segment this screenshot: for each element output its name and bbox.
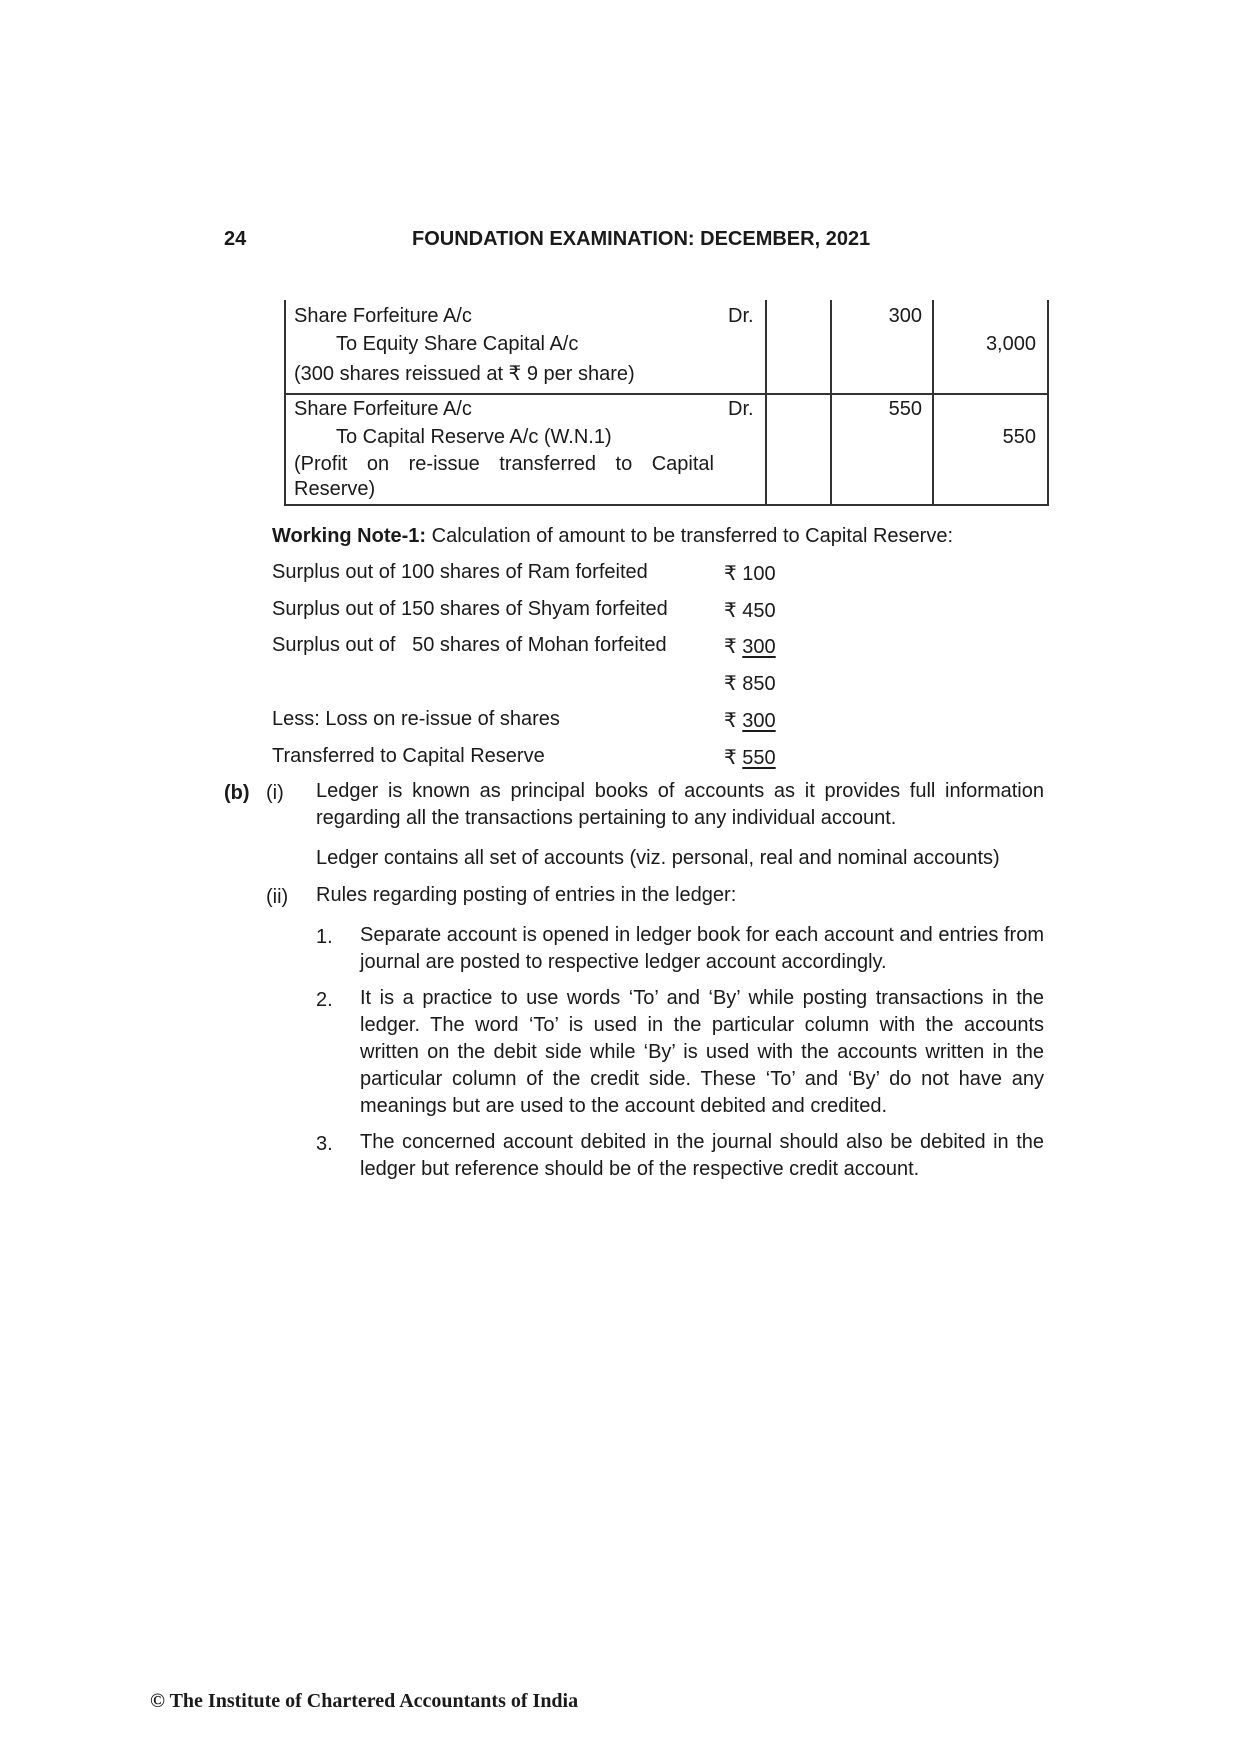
part-b-ii-intro: Rules regarding posting of entries in the ledger: (316, 884, 737, 906)
footer-copyright: © The Institute of Chartered Accountants of India (150, 1690, 579, 1712)
part-b-label: (b) (224, 782, 250, 804)
entry-2-dr-label: Dr. (728, 398, 754, 420)
table-divider-debit (830, 300, 832, 506)
entry-1-debit-amount: 300 (888, 305, 922, 327)
entry-2-narration-line-2: Reserve) (294, 478, 376, 500)
page-header: FOUNDATION EXAMINATION: DECEMBER, 2021 (412, 228, 871, 250)
wn-row-label: Surplus out of 150 shares of Shyam forfeited (272, 598, 668, 620)
entry-2-credit-amount: 550 (1002, 426, 1036, 448)
working-note-title (272, 525, 953, 548)
wn-row-label: Surplus out of 100 shares of Ram forfeited (272, 561, 648, 583)
entry-separator (284, 393, 1048, 395)
rule-text: Separate account is opened in ledger book for each account and entries from journal are posted to respective ledger account accordingly. (360, 924, 1044, 973)
working-note-heading-text: Calculation of amount to be transferred to Capital Reserve: (426, 525, 954, 547)
part-b-i-label: (i) (266, 782, 284, 804)
entry-2-narration-line-1: (Profit on re-issue transferred to Capital (294, 453, 714, 475)
table-border-right (1047, 300, 1049, 506)
wn-row-amount (724, 708, 776, 733)
wn-row-label: Transferred to Capital Reserve (272, 745, 545, 767)
entry-2-debit-amount: 550 (888, 398, 922, 420)
table-divider-credit (932, 300, 934, 506)
entry-1-debit-account: Share Forfeiture A/c (294, 305, 472, 327)
table-divider-lf (765, 300, 767, 506)
amount-value: 550 (742, 747, 776, 769)
entry-1-dr-label: Dr. (728, 305, 754, 327)
wn-row-amount (724, 561, 776, 586)
part-b-i-paragraph-2: Ledger contains all set of accounts (viz. personal, real and nominal accounts) (316, 847, 1000, 869)
wn-row-amount (724, 745, 776, 770)
entry-1-narration: (300 shares reissued at ₹ 9 per share) (294, 363, 635, 385)
page-number: 24 (224, 228, 247, 250)
journal-table (284, 300, 1048, 506)
wn-row-amount (724, 598, 776, 623)
wn-subtotal-amount (724, 671, 776, 696)
rule-text: It is a practice to use words ‘To’ and ‘By’ while posting transactions in the ledger. The word ‘To’ is used in the particular column with the accounts written on the debit side while ‘By’ is used with the accounts written in the particular column of the credit side. These ‘To’ and ‘By’ do not have any meanings but are used to the account debited and credited. (360, 987, 1044, 1117)
working-note-heading: Working Note-1: (272, 525, 427, 547)
entry-1-credit-amount: 3,000 (985, 333, 1036, 355)
rupee-symbol: ₹ (724, 636, 737, 658)
rupee-symbol: ₹ (724, 563, 737, 585)
wn-row-label: Surplus out of 50 shares of Mohan forfeited (272, 634, 667, 656)
amount-value: 850 (742, 673, 776, 695)
rule-text: The concerned account debited in the journal should also be debited in the ledger but reference should be of the respective credit account. (360, 1131, 1044, 1180)
part-b-ii-label: (ii) (266, 886, 289, 908)
entry-2-credit-account: To Capital Reserve A/c (W.N.1) (336, 426, 612, 448)
entry-2-debit-account: Share Forfeiture A/c (294, 398, 472, 420)
amount-value: 300 (742, 636, 776, 658)
rupee-symbol: ₹ (724, 600, 737, 622)
amount-value: 450 (742, 600, 776, 622)
rule-number: 1. (316, 926, 333, 948)
rule-number: 2. (316, 989, 333, 1011)
table-border-left (284, 300, 286, 506)
rupee-symbol: ₹ (724, 673, 737, 695)
wn-row-amount (724, 634, 776, 659)
amount-value: 100 (742, 563, 776, 585)
wn-row-label: Less: Loss on re-issue of shares (272, 708, 560, 730)
part-b-i-paragraph-1: Ledger is known as principal books of accounts as it provides full information regarding all the transactions pertaining to any individual account. (316, 780, 1044, 829)
rupee-symbol: ₹ (724, 747, 737, 769)
table-border-bottom (284, 504, 1048, 506)
rupee-symbol: ₹ (724, 710, 737, 732)
rule-number: 3. (316, 1133, 333, 1155)
amount-value: 300 (742, 710, 776, 732)
entry-1-credit-account: To Equity Share Capital A/c (336, 333, 579, 355)
